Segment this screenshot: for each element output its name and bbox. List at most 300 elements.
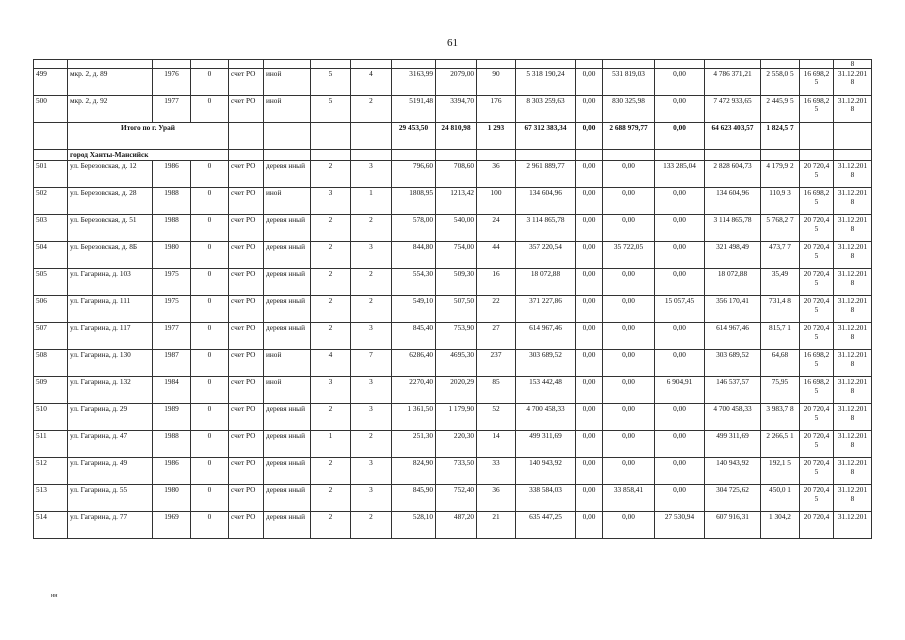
- cell-other-share: [655, 60, 705, 69]
- cell-budget-share: 0,00: [603, 512, 655, 539]
- cell-year-built: 1986: [153, 458, 191, 485]
- cell-floors: 1: [311, 431, 351, 458]
- cell-residents: 33: [477, 458, 516, 485]
- cell-total-cost: 153 442,48: [516, 377, 576, 404]
- cell-residents: 85: [477, 377, 516, 404]
- cell-living-area: 3394,70: [436, 96, 477, 123]
- cell-row-number: 502: [34, 188, 68, 215]
- cell-total-area: 528,10: [392, 512, 436, 539]
- city-heading: город Ханты-Мансийск: [68, 150, 229, 161]
- cell-budget-share: 0,00: [603, 296, 655, 323]
- cell-address: [68, 60, 153, 69]
- cell-blank: [800, 123, 834, 150]
- cell-residents: 21: [477, 512, 516, 539]
- cell-fund-method: счет РО: [229, 242, 264, 269]
- cell-max-cost-per-sqm: 20 720,4 5: [800, 404, 834, 431]
- cell-cost-per-sqm: 64,68: [761, 350, 800, 377]
- cell-blank: [311, 150, 351, 161]
- cell-wall-material: деревя нный: [264, 269, 311, 296]
- cell-deadline: 31.12.201 8: [834, 188, 872, 215]
- cell-blank: [603, 150, 655, 161]
- table-row: [34, 377, 872, 404]
- cell-fund-method: счет РО: [229, 458, 264, 485]
- housing-register-table: [33, 59, 872, 539]
- cell-residents: 100: [477, 188, 516, 215]
- cell-year-overhaul: [191, 60, 229, 69]
- cell-fund-share: 0,00: [576, 485, 603, 512]
- cell-cost-per-sqm: 2 266,5 1: [761, 431, 800, 458]
- table-row: [34, 188, 872, 215]
- cell-total-cost: 338 584,03: [516, 485, 576, 512]
- cell-address: ул. Гагарина, д. 117: [68, 323, 153, 350]
- cell-total-cost: 18 072,88: [516, 269, 576, 296]
- cell-year-built: 1975: [153, 269, 191, 296]
- cell-fund-share: 0,00: [576, 323, 603, 350]
- cell-entrances: 2: [351, 215, 392, 242]
- cell-other-share: 6 904,91: [655, 377, 705, 404]
- cell-owners-share: 134 604,96: [705, 188, 761, 215]
- cell-row-number: 513: [34, 485, 68, 512]
- cell-wall-material: деревя нный: [264, 242, 311, 269]
- cell-budget-share: 0,00: [603, 161, 655, 188]
- cell-cost-per-sqm: 75,95: [761, 377, 800, 404]
- cell-year-built: 1989: [153, 404, 191, 431]
- cell-wall-material: иной: [264, 96, 311, 123]
- cell-residents: 22: [477, 296, 516, 323]
- cell-year-built: 1988: [153, 215, 191, 242]
- cell-entrances: 2: [351, 269, 392, 296]
- cell-entrances: 3: [351, 458, 392, 485]
- cell-max-cost-per-sqm: 16 698,2 5: [800, 96, 834, 123]
- cell-row-number: 507: [34, 323, 68, 350]
- cell-floors: 2: [311, 404, 351, 431]
- cell-total-cost: 8 303 259,63: [516, 96, 576, 123]
- cell-year-built: 1975: [153, 296, 191, 323]
- cell-fund-share: 0,00: [576, 215, 603, 242]
- cell-total-cost: 357 220,54: [516, 242, 576, 269]
- cell-deadline: 31.12.201 8: [834, 69, 872, 96]
- cell-entrances: 2: [351, 512, 392, 539]
- cell-cost-per-sqm: 731,4 8: [761, 296, 800, 323]
- cell-cost-per-sqm: 473,7 7: [761, 242, 800, 269]
- cell-year-built: 1969: [153, 512, 191, 539]
- cell-row-number: 514: [34, 512, 68, 539]
- cell-max-cost-per-sqm: 20 720,4 5: [800, 161, 834, 188]
- cell-address: ул. Гагарина, д. 77: [68, 512, 153, 539]
- cell-cost-per-sqm: 1 304,2: [761, 512, 800, 539]
- cell-wall-material: деревя нный: [264, 161, 311, 188]
- city-heading-row: [34, 150, 872, 161]
- total-area: 29 453,50: [392, 123, 436, 150]
- cell-year-overhaul: 0: [191, 431, 229, 458]
- cell-other-share: 0,00: [655, 96, 705, 123]
- cell-total-cost: [516, 60, 576, 69]
- cell-year-overhaul: 0: [191, 350, 229, 377]
- cell-address: мкр. 2, д. 89: [68, 69, 153, 96]
- cell-deadline: 31.12.201 8: [834, 431, 872, 458]
- cell-fund-method: счет РО: [229, 512, 264, 539]
- cell-total-area: 2270,40: [392, 377, 436, 404]
- cell-blank: [516, 150, 576, 161]
- cell-year-built: 1980: [153, 242, 191, 269]
- cell-living-area: 753,90: [436, 323, 477, 350]
- cell-residents: 36: [477, 485, 516, 512]
- cell-owners-share: 4 786 371,21: [705, 69, 761, 96]
- cell-row-number: 501: [34, 161, 68, 188]
- cell-deadline: 31.12.201: [834, 512, 872, 539]
- cell-residents: 237: [477, 350, 516, 377]
- cell-deadline: 31.12.201 8: [834, 269, 872, 296]
- cell-total-cost: 635 447,25: [516, 512, 576, 539]
- cell-owners-share: [705, 60, 761, 69]
- cell-year-built: 1986: [153, 161, 191, 188]
- cell-deadline: 31.12.201 8: [834, 215, 872, 242]
- cell-fund-method: счет РО: [229, 296, 264, 323]
- cell-living-area: 733,50: [436, 458, 477, 485]
- cell-budget-share: 830 325,98: [603, 96, 655, 123]
- cell-other-share: 0,00: [655, 242, 705, 269]
- cell-entrances: 3: [351, 485, 392, 512]
- cell-wall-material: деревя нный: [264, 296, 311, 323]
- table-row: [34, 404, 872, 431]
- cell-blank: [761, 150, 800, 161]
- cell-budget-share: 35 722,05: [603, 242, 655, 269]
- cell-owners-share: 321 498,49: [705, 242, 761, 269]
- table-body: [34, 60, 872, 539]
- cell-budget-share: 33 858,41: [603, 485, 655, 512]
- cell-entrances: 7: [351, 350, 392, 377]
- cell-entrances: 3: [351, 404, 392, 431]
- cell-total-area: 845,90: [392, 485, 436, 512]
- cell-total-area: [392, 60, 436, 69]
- cell-wall-material: деревя нный: [264, 404, 311, 431]
- cell-fund-share: 0,00: [576, 188, 603, 215]
- cell-wall-material: деревя нный: [264, 485, 311, 512]
- cell-floors: 2: [311, 323, 351, 350]
- cell-row-number: [34, 60, 68, 69]
- cell-fund-share: 0,00: [576, 404, 603, 431]
- cell-owners-share: 4 700 458,33: [705, 404, 761, 431]
- cell-year-overhaul: 0: [191, 269, 229, 296]
- cell-budget-share: 0,00: [603, 188, 655, 215]
- cell-entrances: 3: [351, 323, 392, 350]
- cell-total-area: 3163,99: [392, 69, 436, 96]
- table-row: [34, 350, 872, 377]
- cell-year-built: 1976: [153, 69, 191, 96]
- cell-fund-share: 0,00: [576, 512, 603, 539]
- cell-fund-method: счет РО: [229, 269, 264, 296]
- cell-total-area: 5191,48: [392, 96, 436, 123]
- cell-deadline: 31.12.201 8: [834, 377, 872, 404]
- cell-year-overhaul: 0: [191, 296, 229, 323]
- cell-total-cost: 2 961 889,77: [516, 161, 576, 188]
- cell-entrances: [351, 60, 392, 69]
- cell-deadline: 31.12.201 8: [834, 323, 872, 350]
- cell-max-cost-per-sqm: 20 720,4 5: [800, 485, 834, 512]
- cell-year-overhaul: 0: [191, 404, 229, 431]
- cell-fund-share: 0,00: [576, 431, 603, 458]
- cell-living-area: 540,00: [436, 215, 477, 242]
- cell-fund-share: 0,00: [576, 69, 603, 96]
- cell-fund-method: счет РО: [229, 69, 264, 96]
- cell-max-cost-per-sqm: 20 720,4 5: [800, 323, 834, 350]
- cell-total-cost: 614 967,46: [516, 323, 576, 350]
- cell-wall-material: иной: [264, 188, 311, 215]
- cell-total-area: 554,30: [392, 269, 436, 296]
- cell-living-area: 509,30: [436, 269, 477, 296]
- cell-wall-material: деревя нный: [264, 215, 311, 242]
- cell-floors: 2: [311, 269, 351, 296]
- cell-fund-share: 0,00: [576, 161, 603, 188]
- cell-owners-share: 356 170,41: [705, 296, 761, 323]
- cell-budget-share: 0,00: [603, 377, 655, 404]
- cell-entrances: 2: [351, 96, 392, 123]
- cell-wall-material: деревя нный: [264, 512, 311, 539]
- cell-address: ул. Гагарина, д. 29: [68, 404, 153, 431]
- cell-year-overhaul: 0: [191, 323, 229, 350]
- cell-floors: 2: [311, 458, 351, 485]
- cell-floors: 4: [311, 350, 351, 377]
- cell-residents: 44: [477, 242, 516, 269]
- cell-owners-share: 614 967,46: [705, 323, 761, 350]
- cell-living-area: 220,30: [436, 431, 477, 458]
- cell-entrances: 3: [351, 161, 392, 188]
- cell-row-number: 505: [34, 269, 68, 296]
- table-row-continued: [34, 60, 872, 69]
- cell-max-cost-per-sqm: 16 698,2 5: [800, 188, 834, 215]
- cell-wall-material: деревя нный: [264, 431, 311, 458]
- cell-year-overhaul: 0: [191, 458, 229, 485]
- cell-floors: 3: [311, 377, 351, 404]
- cell-deadline: 31.12.201 8: [834, 296, 872, 323]
- cell-address: ул. Гагарина, д. 47: [68, 431, 153, 458]
- cell-cost-per-sqm: 2 558,0 5: [761, 69, 800, 96]
- cell-blank: [705, 150, 761, 161]
- cell-year-overhaul: 0: [191, 512, 229, 539]
- cell-blank: [264, 150, 311, 161]
- table-row: [34, 485, 872, 512]
- cell-max-cost-per-sqm: 20 720,4: [800, 512, 834, 539]
- cell-budget-share: 0,00: [603, 215, 655, 242]
- cell-total-cost: 140 943,92: [516, 458, 576, 485]
- cell-row-number: 499: [34, 69, 68, 96]
- cell-blank: [34, 123, 68, 150]
- cell-year-built: 1977: [153, 96, 191, 123]
- cell-fund-share: 0,00: [576, 458, 603, 485]
- cell-residents: 36: [477, 161, 516, 188]
- cell-owners-share: 303 689,52: [705, 350, 761, 377]
- cell-row-number: 510: [34, 404, 68, 431]
- cell-row-number: 500: [34, 96, 68, 123]
- total-per-sqm: 1 824,5 7: [761, 123, 800, 150]
- cell-floors: 2: [311, 161, 351, 188]
- cell-budget-share: 0,00: [603, 458, 655, 485]
- cell-living-area: 507,50: [436, 296, 477, 323]
- page-number: 61: [447, 37, 458, 49]
- cell-total-cost: 499 311,69: [516, 431, 576, 458]
- cell-residents: 27: [477, 323, 516, 350]
- cell-living-area: 2020,29: [436, 377, 477, 404]
- cell-year-overhaul: 0: [191, 377, 229, 404]
- cell-other-share: 0,00: [655, 188, 705, 215]
- cell-wall-material: иной: [264, 377, 311, 404]
- cell-deadline: 31.12.201 8: [834, 161, 872, 188]
- cell-wall-material: иной: [264, 350, 311, 377]
- cell-other-share: 0,00: [655, 215, 705, 242]
- cell-year-built: 1977: [153, 323, 191, 350]
- cell-fund-method: счет РО: [229, 188, 264, 215]
- cell-row-number: 506: [34, 296, 68, 323]
- cell-address: ул. Гагарина, д. 55: [68, 485, 153, 512]
- cell-blank: [477, 150, 516, 161]
- table-row: [34, 96, 872, 123]
- cell-owners-share: 3 114 865,78: [705, 215, 761, 242]
- cell-cost-per-sqm: 110,9 3: [761, 188, 800, 215]
- cell-total-cost: 371 227,86: [516, 296, 576, 323]
- table-row: [34, 512, 872, 539]
- cell-budget-share: [603, 60, 655, 69]
- table-row: [34, 161, 872, 188]
- cell-owners-share: 499 311,69: [705, 431, 761, 458]
- cell-address: ул. Березовская, д. 12: [68, 161, 153, 188]
- cell-address: ул. Гагарина, д. 103: [68, 269, 153, 296]
- cell-fund-share: 0,00: [576, 296, 603, 323]
- cell-year-built: 1988: [153, 431, 191, 458]
- table-row: [34, 69, 872, 96]
- cell-fund-share: 0,00: [576, 96, 603, 123]
- cell-max-cost-per-sqm: 20 720,4 5: [800, 269, 834, 296]
- cell-total-cost: 134 604,96: [516, 188, 576, 215]
- cell-living-area: 2079,00: [436, 69, 477, 96]
- cell-blank: [392, 150, 436, 161]
- cell-blank: [834, 150, 872, 161]
- cell-entrances: 3: [351, 377, 392, 404]
- cell-total-area: 796,60: [392, 161, 436, 188]
- cell-max-cost-per-sqm: 20 720,4 5: [800, 458, 834, 485]
- cell-budget-share: 0,00: [603, 350, 655, 377]
- cell-year-built: 1987: [153, 350, 191, 377]
- cell-deadline: 31.12.201 8: [834, 96, 872, 123]
- cell-residents: 24: [477, 215, 516, 242]
- cell-fund-share: 0,00: [576, 350, 603, 377]
- cell-entrances: 4: [351, 69, 392, 96]
- cell-residents: 176: [477, 96, 516, 123]
- cell-entrances: 2: [351, 296, 392, 323]
- cell-year-overhaul: 0: [191, 242, 229, 269]
- cell-budget-share: 0,00: [603, 404, 655, 431]
- cell-living-area: 752,40: [436, 485, 477, 512]
- cell-living-area: [436, 60, 477, 69]
- cell-floors: 2: [311, 485, 351, 512]
- cell-living-area: 487,20: [436, 512, 477, 539]
- cell-fund-method: счет РО: [229, 485, 264, 512]
- cell-wall-material: деревя нный: [264, 323, 311, 350]
- cell-row-number: 509: [34, 377, 68, 404]
- cell-other-share: 0,00: [655, 431, 705, 458]
- cell-entrances: 3: [351, 242, 392, 269]
- cell-address: ул. Гагарина, д. 49: [68, 458, 153, 485]
- table-row: [34, 269, 872, 296]
- cell-other-share: 0,00: [655, 323, 705, 350]
- cell-living-area: 708,60: [436, 161, 477, 188]
- cell-year-overhaul: 0: [191, 69, 229, 96]
- cell-budget-share: 0,00: [603, 323, 655, 350]
- cell-fund-method: счет РО: [229, 377, 264, 404]
- total-budget: 2 688 979,77: [603, 123, 655, 150]
- cell-year-overhaul: 0: [191, 188, 229, 215]
- cell-max-cost-per-sqm: 20 720,4 5: [800, 242, 834, 269]
- cell-total-area: 549,10: [392, 296, 436, 323]
- cell-max-cost-per-sqm: [800, 60, 834, 69]
- cell-deadline: 31.12.201 8: [834, 242, 872, 269]
- table-row: [34, 296, 872, 323]
- cell-total-area: 6286,40: [392, 350, 436, 377]
- cell-total-area: 844,80: [392, 242, 436, 269]
- cell-row-number: 503: [34, 215, 68, 242]
- total-residents: 1 293: [477, 123, 516, 150]
- cell-deadline: 8: [834, 60, 872, 69]
- cell-blank: [229, 123, 264, 150]
- cell-total-cost: 303 689,52: [516, 350, 576, 377]
- cell-other-share: 0,00: [655, 458, 705, 485]
- cell-living-area: 754,00: [436, 242, 477, 269]
- cell-cost-per-sqm: 450,0 1: [761, 485, 800, 512]
- cell-cost-per-sqm: 3 983,7 8: [761, 404, 800, 431]
- cell-wall-material: деревя нный: [264, 458, 311, 485]
- cell-wall-material: иной: [264, 69, 311, 96]
- cell-owners-share: 304 725,62: [705, 485, 761, 512]
- total-other: 0,00: [655, 123, 705, 150]
- table-row: [34, 458, 872, 485]
- cell-year-built: 1984: [153, 377, 191, 404]
- cell-entrances: 1: [351, 188, 392, 215]
- cell-owners-share: 607 916,31: [705, 512, 761, 539]
- cell-deadline: 31.12.201 8: [834, 458, 872, 485]
- cell-fund-method: счет РО: [229, 161, 264, 188]
- cell-other-share: 0,00: [655, 350, 705, 377]
- cell-year-overhaul: 0: [191, 161, 229, 188]
- cell-cost-per-sqm: [761, 60, 800, 69]
- cell-cost-per-sqm: 4 179,9 2: [761, 161, 800, 188]
- cell-total-area: 824,90: [392, 458, 436, 485]
- cell-fund-method: счет РО: [229, 350, 264, 377]
- cell-other-share: 27 530,94: [655, 512, 705, 539]
- cell-blank: [229, 150, 264, 161]
- cell-budget-share: 0,00: [603, 269, 655, 296]
- table-row: [34, 431, 872, 458]
- cell-budget-share: 531 819,03: [603, 69, 655, 96]
- cell-entrances: 2: [351, 431, 392, 458]
- cell-address: ул. Гагарина, д. 132: [68, 377, 153, 404]
- cell-deadline: 31.12.201 8: [834, 404, 872, 431]
- cell-residents: [477, 60, 516, 69]
- total-owners: 64 623 403,57: [705, 123, 761, 150]
- cell-floors: [311, 60, 351, 69]
- cell-total-cost: 3 114 865,78: [516, 215, 576, 242]
- cell-fund-share: 0,00: [576, 377, 603, 404]
- cell-address: ул. Гагарина, д. 130: [68, 350, 153, 377]
- cell-row-number: 508: [34, 350, 68, 377]
- cell-total-cost: 4 700 458,33: [516, 404, 576, 431]
- cell-cost-per-sqm: 192,1 5: [761, 458, 800, 485]
- cell-floors: 5: [311, 69, 351, 96]
- cell-floors: 2: [311, 242, 351, 269]
- cell-living-area: 1 179,90: [436, 404, 477, 431]
- total-row: [34, 123, 872, 150]
- cell-total-cost: 5 318 190,24: [516, 69, 576, 96]
- cell-blank: [34, 150, 68, 161]
- cell-max-cost-per-sqm: 16 698,2 5: [800, 350, 834, 377]
